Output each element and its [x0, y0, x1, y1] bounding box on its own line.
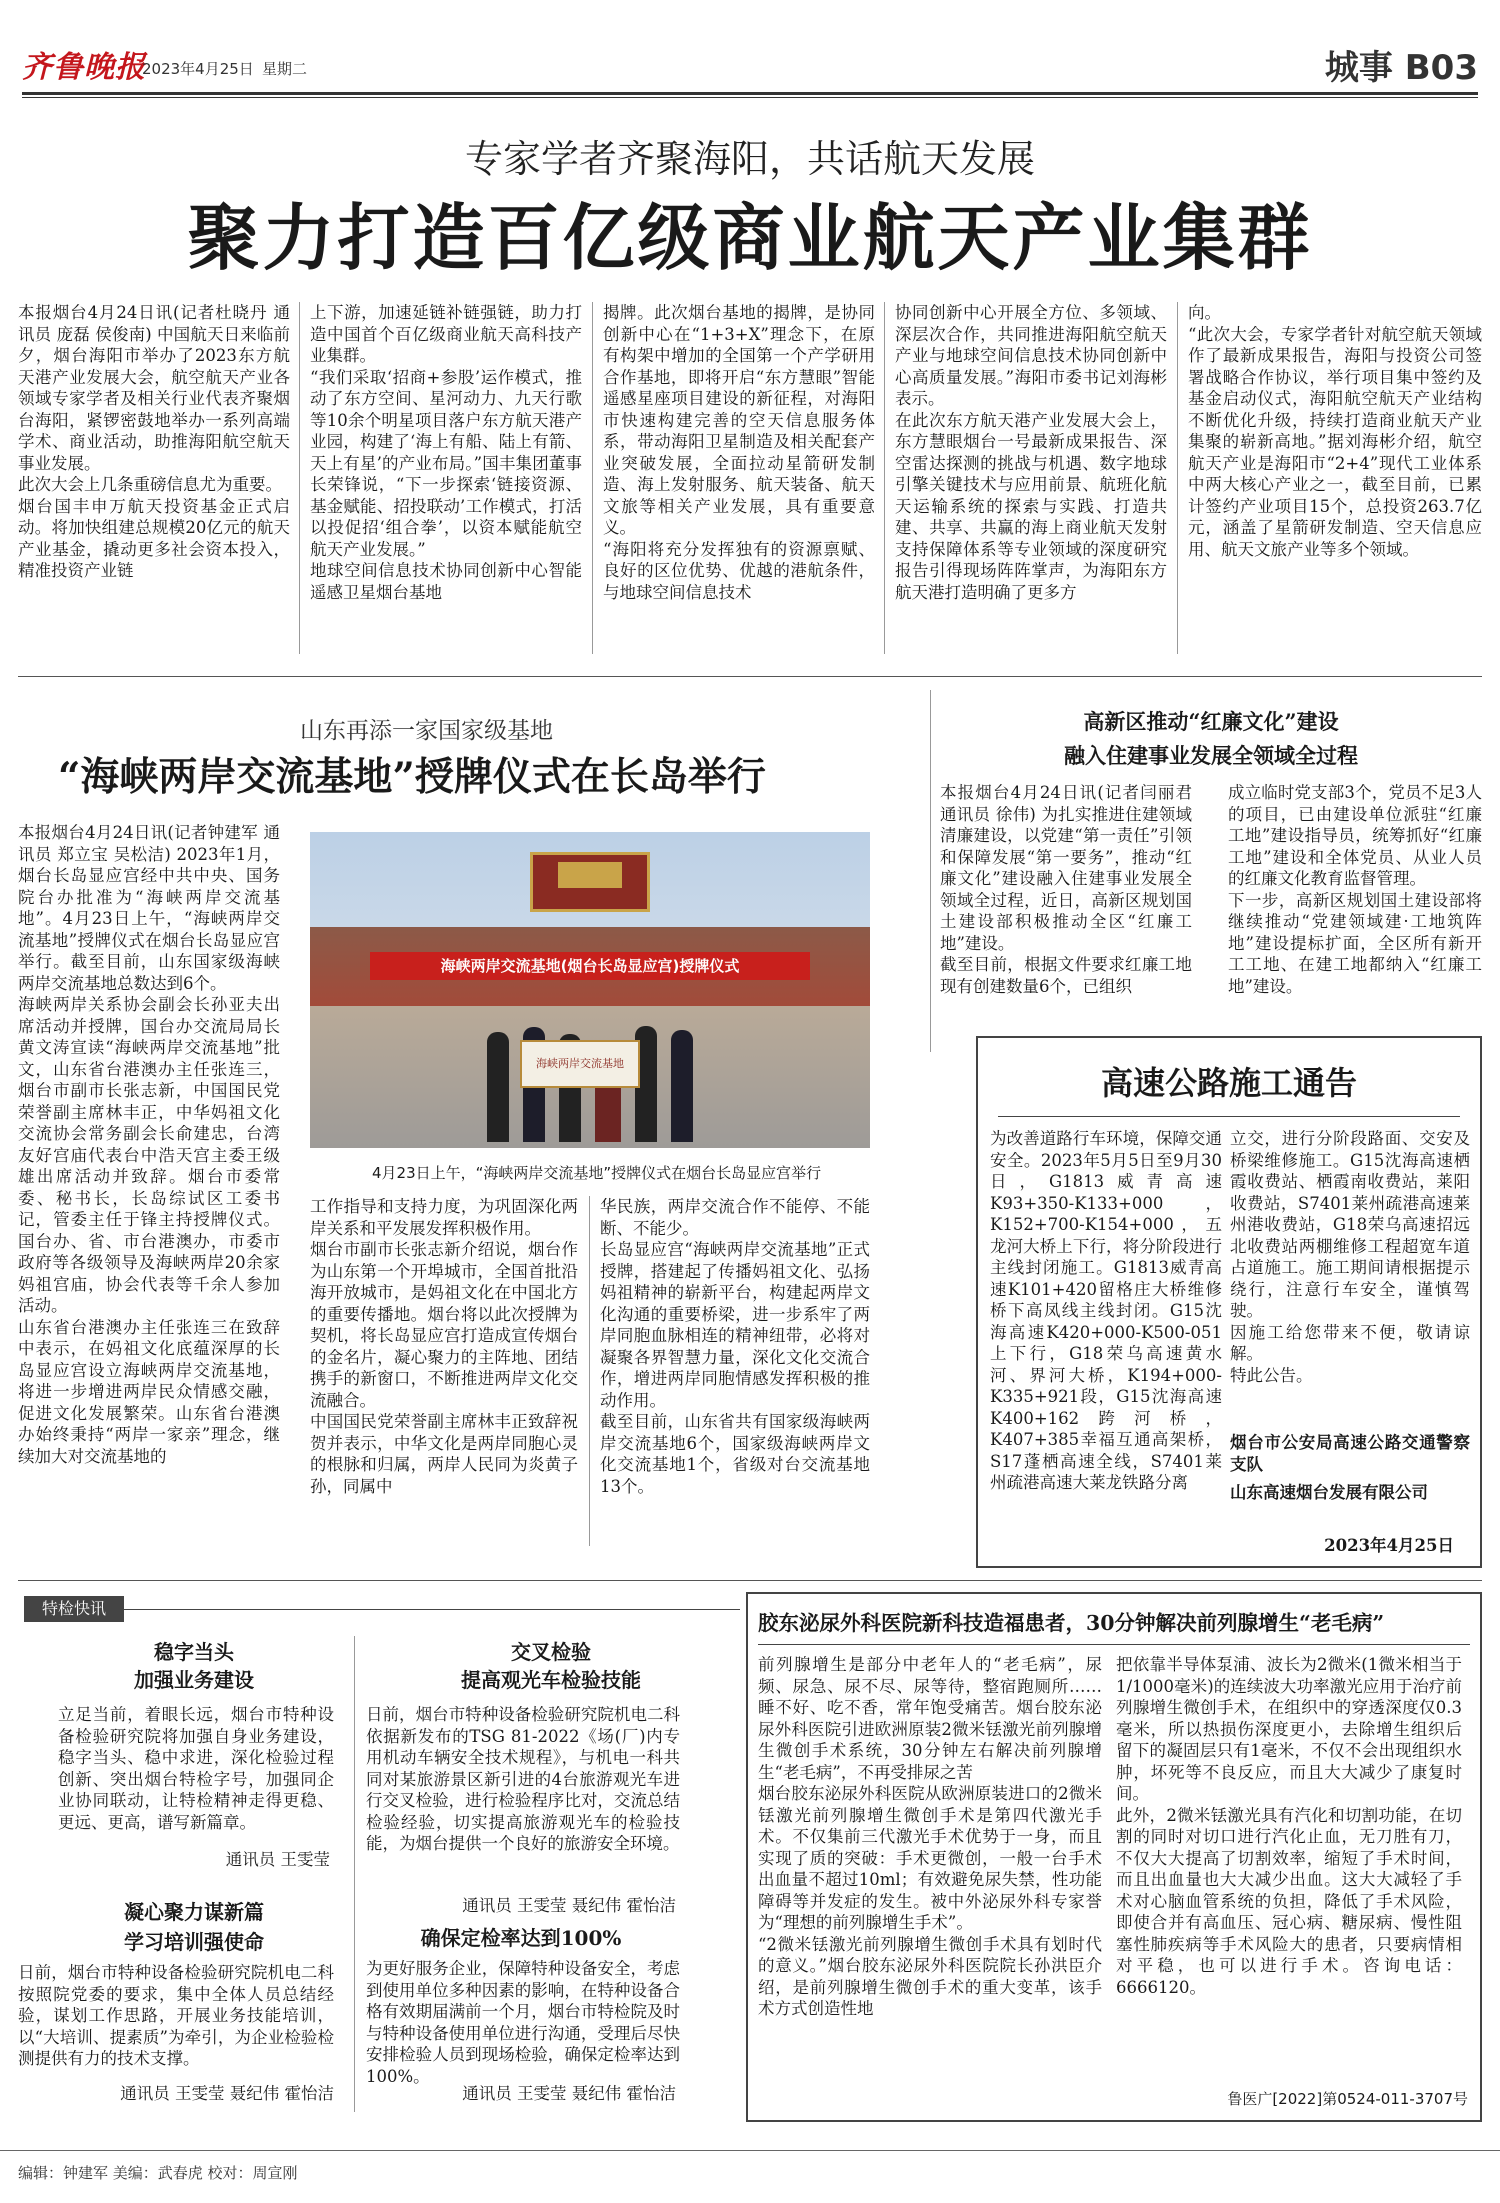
tejian-a1-title-1: 稳字当头 [154, 1640, 234, 1664]
lead-column-1: 本报烟台4月24日讯(记者杜晓丹 通讯员 庞磊 侯俊南) 中国航天日来临前夕，烟台海阳市举办了2023东方航天港产业发展大会，航空航天产业各领域专家学者及相关行业代表齐聚烟台海阳，紧锣密鼓地举办一系列高端学术、商业活动，助推海阳航空航天事业发展。 此次大会上几条重磅信息尤为重要。 烟台国丰申万航天投资基金正式启动。将加快组建总规模20亿元的航天产业基金，撬动更多社会资本投入，精准投资产业链 [18, 303, 290, 580]
footer-rule [0, 2150, 1500, 2151]
tejian-a1-title-2: 加强业务建设 [134, 1668, 254, 1692]
tejian-a2-body: 日前，烟台市特种设备检验研究院机电二科按照院党委的要求，集中全体人员总结经验，谋划工作思路，开展业务技能培训，以“大培训、提素质”为牵引，为企业检验检测提供有力的技术支撑。 [18, 1963, 334, 2068]
photo-caption: 4月23日上午，“海峡两岸交流基地”授牌仪式在烟台长岛显应宫举行 [372, 1164, 822, 1182]
tejian-a4-title: 确保定检率达到100% [420, 1926, 622, 1950]
column-divider [589, 1196, 590, 1546]
hospital-ad-box [746, 1592, 1482, 2122]
lead-column-5: 向。 “此次大会，专家学者针对航空航天领域作了最新成果报告，海阳与投资公司签署战略合作协议，举行项目集中签约及基金启动仪式，海阳航空航天产业结构不断优化升级，持续打造商业航天产业集聚的崭新高地。”据刘海彬介绍，航空航天产业是海阳市“2+4”现代工业体系中两大核心产业之一，截至目前，已累计签约产业项目15个，总投资263.7亿元，涵盖了星箭研发制造、空天信息应用、航天文旅产业等多个领域。 [1188, 303, 1482, 559]
tejian-a1-body: 立足当前，着眼长远，烟台市特种设备检验研究院将加强自身业务建设，稳字当头、稳中求进，深化检验过程创新、突出烟台特检字号，加强同企业协同联动，让特检精神走得更稳、更远、更高，谱写新篇章。 [58, 1705, 334, 1832]
strait-column-1: 本报烟台4月24日讯(记者钟建军 通讯员 郑立宝 吴松洁) 2023年1月，烟台长岛显应宫经中共中央、国务院台办批准为“海峡两岸交流基地”。4月23日上午，“海峡两岸交流基地”授牌仪式在烟台长岛显应宫举行。截至目前，山东国家级海峡两岸交流基地总数达到6个。 海峡两岸关系协会副会长孙亚夫出席活动并授牌，国台办交流局局长黄文涛宣读“海峡两岸交流基地”批文，山东省台港澳办主任张连三，烟台市副市长张志新，中国国民党荣誉副主席林丰正，中华妈祖文化交流协会常务副会长俞建忠，台湾友好宫庙代表台中浩天宫主委王级雄出席活动并致辞。烟台市委常委、秘书长，长岛综试区工委书记，管委主任于锋主持授牌仪式。国台办、省、市台港澳办，市委市政府等各级领导及海峡两岸20余家妈祖宫庙，协会代表等千余人参加活动。 山东省台港澳办主任张连三在致辞中表示，在妈祖文化底蕴深厚的长岛显应宫设立海峡两岸交流基地，将进一步增进两岸民众情感交融，促进文化发展繁荣。山东省台港澳办始终秉持“两岸一家亲”理念，继续加大对交流基地的 [18, 823, 280, 1466]
hospital-ad-rule [758, 1644, 1470, 1645]
notice-column-1: 为改善道路行车环境，保障交通安全。2023年5月5日至9月30日，G1813威青高速K93+350-K133+000，K152+700-K154+000，五龙河大桥上下行，将分阶段进行主线封闭施工。G1813威青高速K101+420留格庄大桥维修桥下高凤线主线封闭。G15沈海高速K420+000-K500-051上下行，G18荣乌高速黄水河、界河大桥，K194+000-K335+921段，G15沈海高速K400+162跨河桥，K407+385幸福互通高架桥，S17蓬栖高速全线，S7401莱州疏港高速大莱龙铁路分离 [990, 1129, 1222, 1492]
notice-date: 2023年4月25日 [1324, 1536, 1454, 1555]
highway-notice-box [976, 1036, 1482, 1568]
lead-headline: 聚力打造百亿级商业航天产业集群 [187, 195, 1313, 280]
notice-column-2: 立交，进行分阶段路面、交安及桥梁维修施工。G15沈海高速栖霞收费站、栖霞南收费站，莱阳收费站，S7401莱州疏港高速莱州港收费站，G18荣乌高速招远北收费站两棚维修工程超宽车道占道施工。施工期间请根据提示绕行，注意行车安全，谨慎驾驶。 因施工给您带来不便，敬请谅解。 特此公告。 [1230, 1129, 1470, 1385]
tejian-label: 特检快讯 [24, 1596, 124, 1622]
person-figure [671, 1030, 693, 1142]
award-plaque: 海峡两岸交流基地 [520, 1040, 640, 1088]
footer-credits: 编辑：钟建军 美编：武春虎 校对：周宣刚 [18, 2164, 298, 2182]
lead-column-2: 上下游，加速延链补链强链，助力打造中国首个百亿级商业航天高科技产业集群。 “我们采取‘招商+参股’运作模式，推动了东方空间、星河动力、九天行歌等10余个明星项目落户东方航天港产业园，构建了‘海上有船、陆上有箭、天上有星’的产业布局。”国丰集团董事长荣锋说，“下一步探索‘链接资源、基金赋能、招投联动’工作模式，打活以投促招‘组合拳’，以资本赋能航空航天产业发展。” 地球空间信息技术协同创新中心智能遥感卫星烟台基地 [310, 303, 582, 602]
column-divider [299, 302, 300, 654]
temple-plaque [558, 862, 622, 888]
hospital-ad-headline: 胶东泌尿外科医院新科技造福患者，30分钟解决前列腺增生“老毛病” [758, 1611, 1385, 1635]
header-rule [22, 92, 1478, 95]
notice-signatory-police: 烟台市公安局高速公路交通警察支队 [1230, 1433, 1470, 1474]
masthead-logo: 齐鲁晚报 [22, 50, 146, 85]
ceremony-banner: 海峡两岸交流基地(烟台长岛显应宫)授牌仪式 [370, 952, 810, 980]
tejian-a2-title-2: 学习培训强使命 [124, 1930, 264, 1954]
strait-subtitle: 山东再添一家国家级基地 [300, 718, 553, 744]
lianfeng-column-1: 本报烟台4月24日讯(记者闫丽君 通讯员 徐伟) 为扎实推进住建领域清廉建设，以党建“第一责任”引领和保障发展“第一要务”，推动“红廉文化”建设融入住建事业发展全领域全过程，近日，高新区规划国土建设部积极推动全区“红廉工地”建设。 截至目前，根据文件要求红廉工地现有创建数量6个，已组织 [940, 783, 1192, 996]
strait-headline: “海峡两岸交流基地”授牌仪式在长岛举行 [58, 754, 766, 800]
column-divider [354, 1636, 355, 2112]
column-divider [1177, 302, 1178, 654]
tejian-a4-credit: 通讯员 王雯莹 聂纪伟 霍怡洁 [462, 2084, 676, 2103]
tejian-a3-body: 日前，烟台市特种设备检验研究院机电二科依据新发布的TSG 81-2022《场(厂)内专用机动车辆安全技术规程》，与机电一科共同对某旅游景区新引进的4台旅游观光车进行交叉检验，进行检验程序比对，交流总结检验经验，切实提高旅游观光车的检验技能，为烟台提供一个良好的旅游安全环境。 [366, 1705, 680, 1853]
notice-title: 高速公路施工通告 [1100, 1064, 1357, 1102]
column-divider [592, 302, 593, 654]
tejian-a3-title-1: 交叉检验 [511, 1640, 591, 1664]
hospital-ad-column-1: 前列腺增生是部分中老年人的“老毛病”，尿频、尿急、尿不尽、尿等待，整宿跑厕所……睡不好、吃不香，常年饱受痛苦。烟台胶东泌尿外科医院引进欧洲原装2微米铥激光前列腺增生微创手术系统，30分钟左右解决前列腺增生“老毛病”，不再受排尿之苦 烟台胶东泌尿外科医院从欧洲原装进口的2微米铥激光前列腺增生微创手术是第四代激光手术。不仅集前三代激光手术优势于一身，而且实现了质的突破：手术更微创，一般一台手术出血量不超过10ml；有效避免尿失禁，性功能障碍等并发症的发生。被中外泌尿外科专家誉为“理想的前列腺增生手术”。 “2微米铥激光前列腺增生微创手术具有划时代的意义。”烟台胶东泌尿外科医院院长孙洪臣介绍，是前列腺增生微创手术的重大变革，该手术方式创造性地 [758, 1655, 1102, 2018]
column-divider [930, 690, 931, 1052]
hospital-ad-license: 鲁医广[2022]第0524-011-3707号 [1227, 2090, 1468, 2108]
tejian-a3-credit: 通讯员 王雯莹 聂纪伟 霍怡洁 [462, 1896, 676, 1915]
header-rule-thin [22, 97, 1478, 98]
tejian-a4-body: 为更好服务企业，保障特种设备安全，考虑到使用单位多种因素的影响，在特种设备合格有效期届满前一个月，烟台市特检院及时与特种设备使用单位进行沟通，受理后尽快安排检验人员到现场检验，确保定检率达到100%。 [366, 1959, 680, 2086]
lianfeng-headline-2: 融入住建事业发展全领域全过程 [1064, 743, 1358, 768]
tejian-a1-credit: 通讯员 王雯莹 [225, 1850, 330, 1869]
section-rule [18, 676, 1482, 677]
issue-date: 2023年4月25日 [142, 60, 254, 78]
ceremony-photo [310, 832, 870, 1148]
lianfeng-column-2: 成立临时党支部3个，党员不足3人的项目，已由建设单位派驻“红廉工地”建设指导员，统筹抓好“红廉工地”建设和全体党员、从业人员的红廉文化教育监督管理。 下一步，高新区规划国土建设部将继续推动“党建领域建·工地筑阵地”建设提标扩面，全区所有新开工工地、在建工地都纳入“红廉工地”建设。 [1228, 783, 1482, 996]
lianfeng-headline-1: 高新区推动“红廉文化”建设 [1083, 709, 1339, 734]
notice-rule [998, 1116, 1460, 1117]
strait-column-3: 华民族，两岸交流合作不能停、不能断、不能少。 长岛显应宫“海峡两岸交流基地”正式授牌，搭建起了传播妈祖文化、弘扬妈祖精神的崭新平台，构建起两岸文化沟通的重要桥梁，进一步系牢了两岸同胞血脉相连的精神纽带，必将对凝聚各界智慧力量，深化文化交流合作，增进两岸同胞情感发挥积极的推动作用。 截至目前，山东省共有国家级海峡两岸交流基地6个，国家级海峡两岸文化交流基地1个，省级对台交流基地13个。 [600, 1197, 870, 1496]
hospital-ad-column-2: 把依靠半导体泵浦、波长为2微米(1微米相当于1/1000毫米)的连续波大功率激光应用于治疗前列腺增生微创手术，在组织中的穿透深度仅0.3毫米，所以热损伤深度更小，去除增生组织后留下的凝固层只有1毫米，不仅不会出现组织水肿，坏死等不良反应，而且大大减少了康复时间。 此外，2微米铥激光具有汽化和切割功能，在切割的同时对切口进行汽化止血，无刀胜有刀，不仅大大提高了切割效率，缩短了手术时间，而且出血量也大大减少出血。这大大减轻了手术对心脑血管系统的负担，降低了手术风险，即使合并有高血压、冠心病、糖尿病、慢性阻塞性肺疾病等手术风险大的患者，只要病情相对平稳，也可以进行手术。咨询电话：6666120。 [1116, 1655, 1462, 1997]
lead-column-3: 揭牌。此次烟台基地的揭牌，是协同创新中心在“1+3+X”理念下，在原有构架中增加的全国第一个产学研用合作基地，即将开启“东方慧眼”智能遥感星座项目建设的新征程，对海阳市快速构建完善的空天信息服务体系，带动海阳卫星制造及相关配套产业突破发展，全面拉动星箭研发制造、海上发射服务、航天装备、航天文旅等相关产业发展，具有重要意义。 “海阳将充分发挥独有的资源禀赋、良好的区位优势、优越的港航条件，与地球空间信息技术 [603, 303, 875, 602]
issue-weekday: 星期二 [262, 60, 308, 78]
lead-subtitle: 专家学者齐聚海阳，共话航天发展 [464, 137, 1035, 181]
lead-column-4: 协同创新中心开展全方位、多领域、深层次合作，共同推进海阳航空航天产业与地球空间信息技术协同创新中心高质量发展。”海阳市委书记刘海彬表示。 在此次东方航天港产业发展大会上，东方慧眼烟台一号最新成果报告、深空雷达探测的挑战与机遇、数字地球引擎关键技术与应用前景、航班化航天运输系统的探索与实践、打造共建、共享、共赢的海上商业航天发射支持保障体系等专业领域的深度研究报告引得现场阵阵掌声，为海阳东方航天港打造明确了更多方 [895, 303, 1167, 602]
tejian-rule [124, 1609, 740, 1610]
tejian-a3-title-2: 提高观光车检验技能 [461, 1668, 641, 1692]
tejian-a2-credit: 通讯员 王雯莹 聂纪伟 霍怡洁 [120, 2084, 334, 2103]
section-label: 城事 B03 [1324, 48, 1478, 88]
section-rule [18, 1580, 1482, 1581]
tejian-a2-title-1: 凝心聚力谋新篇 [124, 1900, 264, 1924]
strait-column-2: 工作指导和支持力度，为巩固深化两岸关系和平发展发挥积极作用。 烟台市副市长张志新介绍说，烟台作为山东第一个开埠城市，全国首批沿海开放城市，是妈祖文化在中国北方的重要传播地。烟台将以此次授牌为契机，将长岛显应宫打造成宣传烟台的金名片，凝心聚力的主阵地、团结携手的新窗口，不断推进两岸文化交流融合。 中国国民党荣誉副主席林丰正致辞祝贺并表示，中华文化是两岸同胞心灵的根脉和归属，两岸人民同为炎黄子孙，同属中 [310, 1197, 578, 1496]
person-figure [487, 1032, 509, 1142]
column-divider [884, 302, 885, 654]
notice-signatory-company: 山东高速烟台发展有限公司 [1230, 1483, 1428, 1502]
